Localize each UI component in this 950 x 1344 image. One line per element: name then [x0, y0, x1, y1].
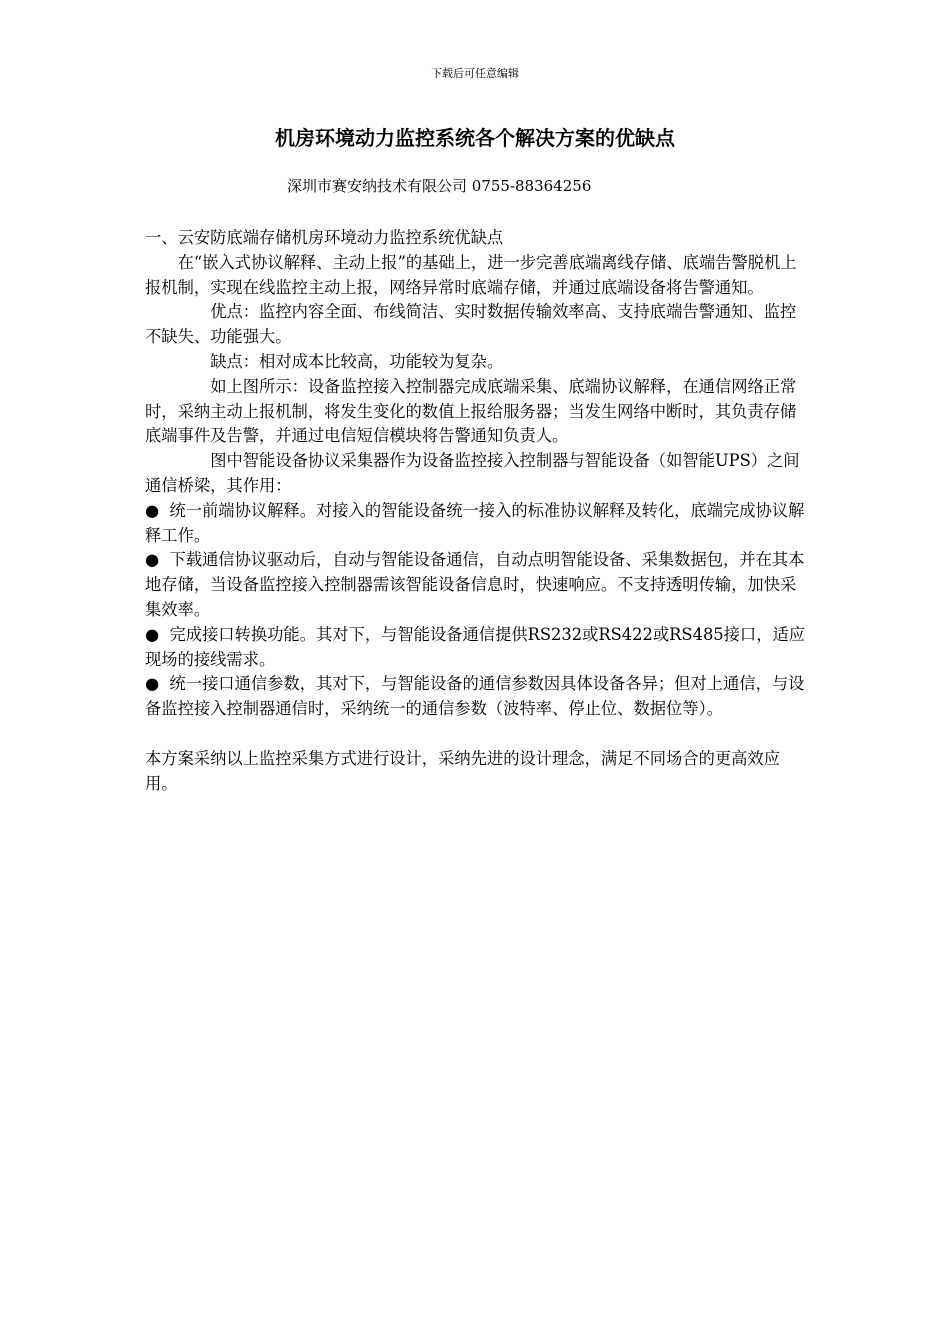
bullet-item — [145, 672, 807, 722]
intro-paragraph: 在“嵌入式协议解释、主动上报”的基础上，进一步完善底端离线存储、底端告警脱机上报机制，实现在线监控主动上报，网络异常时底端存储，并通过底端设备将告警通知。 — [145, 252, 797, 297]
bullet-item — [145, 548, 807, 622]
blank-line — [145, 722, 807, 747]
section-heading: 一、云安防底端存储机房环境动力监控系统优缺点 — [145, 228, 504, 247]
pros-paragraph: 优点：监控内容全面、布线简洁、实时数据传输效率高、支持底端告警通知、监控不缺失、功能强大。 — [145, 302, 797, 347]
bullet-text: 统一前端协议解释。对接入的智能设备统一接入的标准协议解释及转化，底端完成协议解释工作。 — [145, 500, 805, 545]
bullet-dot-icon: ● — [145, 674, 160, 694]
company-contact-line: 深圳市赛安纳技术有限公司 0755-88364256 — [287, 177, 592, 195]
bullet-text: 下载通信协议驱动后，自动与智能设备通信，自动点明智能设备、采集数据包，并在其本地存储，当设备监控接入控制器需该智能设备信息时，快速响应。不支持透明传输，加快采集效率。 — [145, 550, 805, 619]
conclusion-paragraph: 本方案采纳以上监控采集方式进行设计，采纳先进的设计理念，满足不同场合的更高效应用。 — [145, 748, 780, 793]
document-body — [145, 226, 807, 796]
bullet-text: 统一接口通信参数，其对下，与智能设备的通信参数因具体设备各异；但对上通信，与设备监控接入控制器通信时，采纳统一的通信参数（波特率、停止位、数据位等）。 — [145, 674, 805, 719]
bullet-dot-icon: ● — [145, 624, 160, 644]
header-note: 下载后可任意编辑 — [431, 67, 519, 80]
figure-description-paragraph: 如上图所示：设备监控接入控制器完成底端采集、底端协议解释，在通信网络正常时，采纳主动上报机制，将发生变化的数值上报给服务器；当发生网络中断时，其负责存储底端事件及告警，并通过电信短信模块将告警通知负责人。 — [145, 376, 797, 446]
bullet-dot-icon: ● — [145, 550, 160, 570]
bullet-text: 完成接口转换功能。其对下，与智能设备通信提供RS232或RS422或RS485接口，适应现场的接线需求。 — [145, 624, 806, 669]
bullet-item — [145, 499, 807, 549]
collector-description-paragraph: 图中智能设备协议采集器作为设备监控接入控制器与智能设备（如智能UPS）之间通信桥梁，其作用： — [145, 451, 800, 495]
document-title: 机房环境动力监控系统各个解决方案的优缺点 — [275, 126, 675, 150]
bullet-dot-icon: ● — [145, 500, 160, 520]
cons-paragraph: 缺点：相对成本比较高，功能较为复杂。 — [210, 351, 504, 371]
bullet-item — [145, 623, 807, 673]
